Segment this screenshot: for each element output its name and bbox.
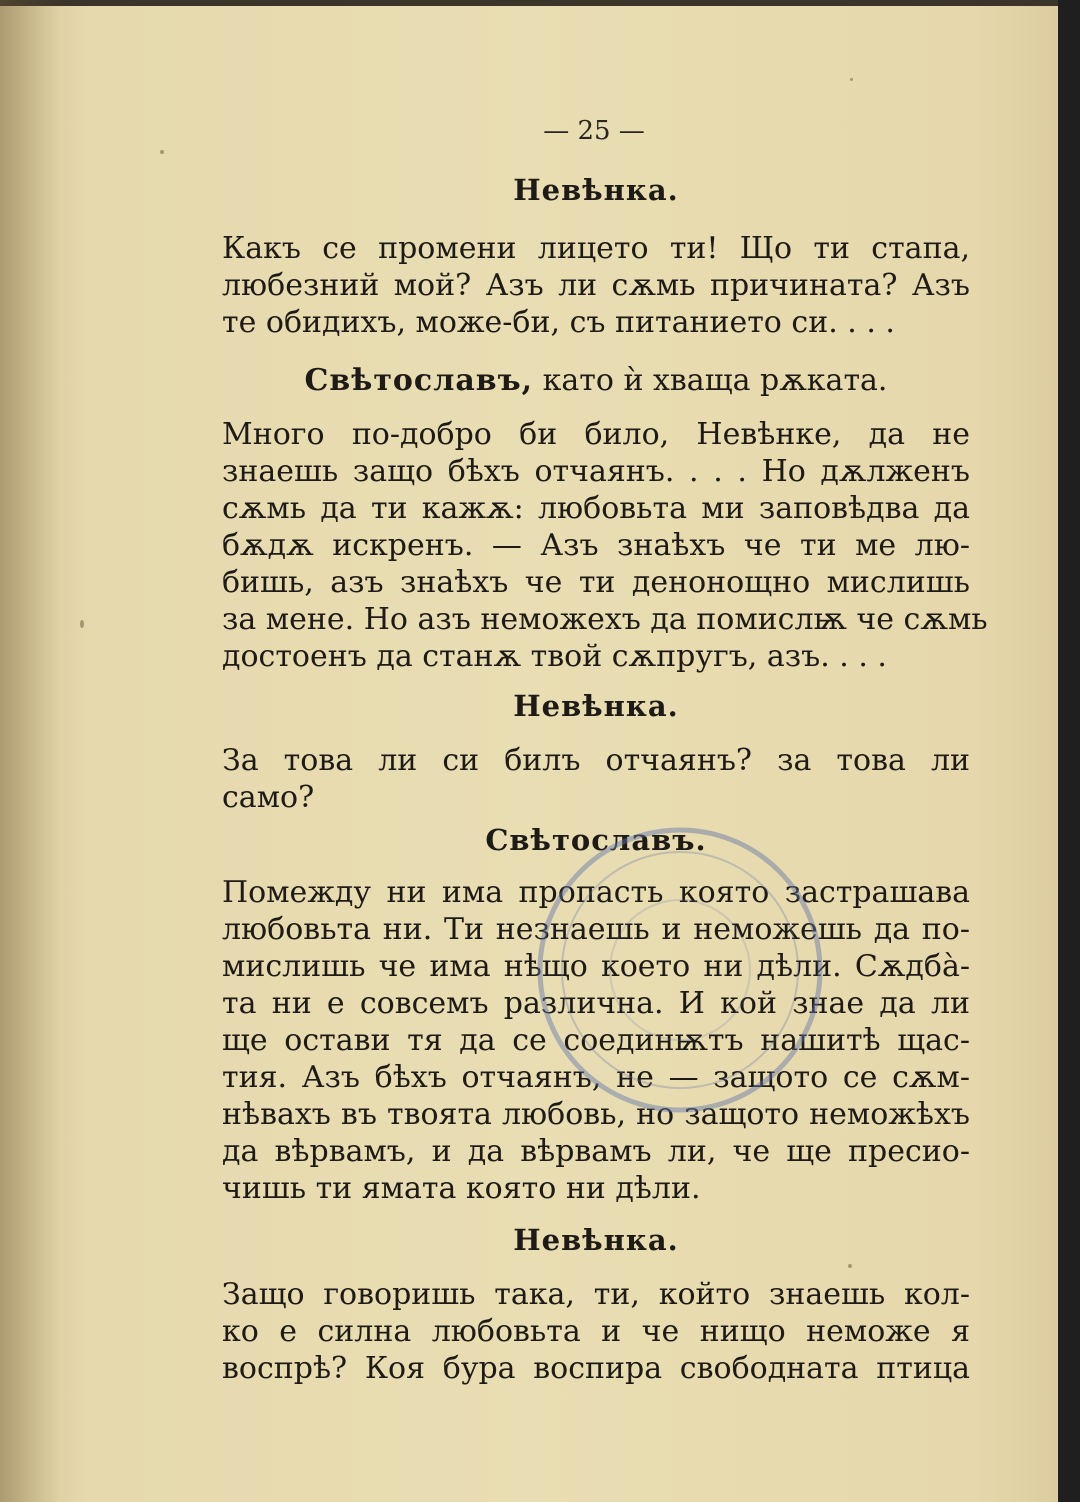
page-top-edge [0, 0, 1058, 6]
text-line: Какъ се промени лицето ти! Що ти стапа, [222, 231, 970, 266]
text-line: знаешь защо бѣхъ отчаянъ. . . . Но дѫлженъ [222, 454, 970, 489]
text-line: нѣвахъ въ твоята любовь, но защото неможѣхъ [222, 1097, 970, 1132]
scan-right-edge [1058, 0, 1080, 1502]
speaker-heading-with-direction [222, 362, 970, 406]
gutter-shadow [0, 0, 60, 1502]
speaker-heading: Свѣтославъ. [485, 823, 707, 857]
text-line: ще остави тя да се соединѭтъ нашитѣ щас- [222, 1023, 970, 1058]
text-line: мислишь че има нѣщо което ни дѣли. Сѫдбà- [222, 949, 970, 984]
text-line: Много по-добро би било, Невѣнке, да не [222, 417, 970, 452]
dialogue-block-5 [222, 1222, 970, 1387]
paper-speck [850, 78, 853, 81]
dialogue-block-1 [222, 172, 970, 341]
text-line: бѫдѫ искренъ. — Азъ знаѣхъ че ти ме лю- [222, 528, 970, 563]
text-line: За това ли си билъ отчаянъ? за това ли [222, 743, 970, 778]
paper-speck [160, 150, 164, 154]
text-line: достоенъ да станѫ твой сѫпругъ, азъ. . . . [222, 639, 887, 674]
library-stamp-icon [530, 820, 830, 1120]
text-line: те обидихъ, може-би, съ питанието си. . . . [222, 305, 895, 340]
paper-speck [80, 620, 84, 628]
stage-direction: като ѝ хваща рѫката. [542, 363, 888, 398]
dialogue-block-3 [222, 688, 970, 816]
text-line: Помежду ни има пропасть която застрашава [222, 875, 970, 910]
speaker-name: Свѣтославъ, [304, 363, 534, 398]
text-line: ко е силна любовьта и че нищо неможе я [222, 1314, 970, 1349]
page-number: — 25 — [543, 116, 645, 146]
text-line: за мене. Но азъ неможехъ да помислѭ че сѫмь [222, 602, 988, 637]
text-line: чишь ти ямата която ни дѣли. [222, 1171, 701, 1206]
text-line: любовьта ни. Ти незнаешь и неможешь да по- [222, 912, 970, 947]
speech-paragraph [222, 742, 970, 816]
text-line: само? [222, 780, 315, 815]
dialogue-block-2 [222, 362, 988, 675]
text-line: воспрѣ? Коя бура воспира свободната птица [222, 1351, 970, 1386]
speech-paragraph [222, 230, 970, 341]
speech-paragraph [222, 416, 988, 675]
speaker-heading: Невѣнка. [513, 1223, 679, 1257]
speaker-heading: Невѣнка. [513, 173, 679, 207]
text-line: тия. Азъ бѣхъ отчаянъ, не — защото се сѫм- [222, 1060, 970, 1095]
text-line: бишь, азъ знаѣхъ че ти денонощно мислишь [222, 565, 970, 600]
text-line: сѫмь да ти кажѫ: любовьта ми заповѣдва да [222, 491, 970, 526]
text-line: любезний мой? Азъ ли сѫмь причината? Азъ [222, 268, 970, 303]
text-line: да вѣрвамъ, и да вѣрвамъ ли, че ще пресио- [222, 1134, 970, 1169]
text-line: Защо говоришь така, ти, който знаешь кол- [222, 1277, 970, 1312]
text-line: та ни е совсемъ различна. И кой знае да ли [222, 986, 970, 1021]
paper-speck [848, 1264, 852, 1268]
speech-paragraph [222, 1276, 970, 1387]
speaker-heading: Невѣнка. [513, 689, 679, 723]
